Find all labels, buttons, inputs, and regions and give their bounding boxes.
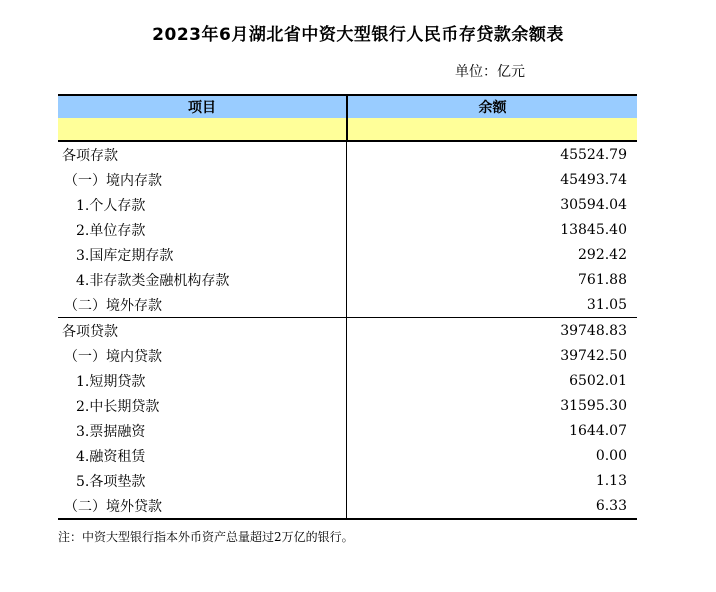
row-value: 761.88 <box>578 271 627 288</box>
table-row <box>58 192 637 217</box>
row-value: 31595.30 <box>560 397 627 414</box>
table-row <box>58 167 637 192</box>
row-label: 4.非存款类金融机构存款 <box>76 272 230 289</box>
row-value: 39748.83 <box>560 322 627 339</box>
row-value: 1644.07 <box>569 422 627 439</box>
table-row <box>58 493 637 518</box>
table-row <box>58 443 637 468</box>
row-label: 各项贷款 <box>62 323 118 340</box>
row-value: 6502.01 <box>569 372 627 389</box>
balance-table <box>58 94 637 520</box>
table-row <box>58 318 637 343</box>
row-value: 31.05 <box>586 296 627 313</box>
table-row <box>58 343 637 368</box>
row-label: 1.短期贷款 <box>76 373 146 390</box>
row-label: 各项存款 <box>62 147 118 164</box>
table-bottom-border <box>58 518 637 520</box>
table-row <box>58 267 637 292</box>
table-row <box>58 142 637 167</box>
table-row <box>58 292 637 317</box>
row-label: 5.各项垫款 <box>76 473 146 490</box>
header-item: 项目 <box>188 100 216 116</box>
row-label: 2.单位存款 <box>76 222 146 239</box>
row-label: （二）境外存款 <box>64 297 162 314</box>
row-value: 292.42 <box>578 246 627 263</box>
unit-label: 单位：亿元 <box>455 64 525 80</box>
table-row <box>58 242 637 267</box>
row-value: 45524.79 <box>560 146 627 163</box>
row-label: 1.个人存款 <box>76 197 146 214</box>
footnote: 注：中资大型银行指本外币资产总量超过2万亿的银行。 <box>58 530 354 544</box>
row-value: 39742.50 <box>560 347 627 364</box>
table-row <box>58 368 637 393</box>
row-label: 2.中长期贷款 <box>76 398 160 415</box>
row-label: （一）境内存款 <box>64 172 162 189</box>
row-value: 45493.74 <box>560 171 627 188</box>
row-label: （二）境外贷款 <box>64 498 162 515</box>
row-label: 3.国库定期存款 <box>76 247 174 264</box>
row-label: 3.票据融资 <box>76 423 146 440</box>
loan-section <box>58 318 637 518</box>
row-label: （一）境内贷款 <box>64 348 162 365</box>
row-value: 6.33 <box>595 497 627 514</box>
deposit-section <box>58 142 637 317</box>
row-value: 0.00 <box>595 447 627 464</box>
header-balance: 余额 <box>478 100 507 116</box>
row-value: 1.13 <box>595 472 627 489</box>
table-row <box>58 217 637 242</box>
table-header <box>58 96 637 118</box>
highlight-row <box>58 118 637 140</box>
table-row <box>58 393 637 418</box>
row-value: 30594.04 <box>560 196 627 213</box>
table-row <box>58 418 637 443</box>
row-label: 4.融资租赁 <box>76 448 146 465</box>
page-title: 2023年6月湖北省中资大型银行人民币存贷款余额表 <box>152 25 564 45</box>
table-row <box>58 468 637 493</box>
row-value: 13845.40 <box>560 221 627 238</box>
